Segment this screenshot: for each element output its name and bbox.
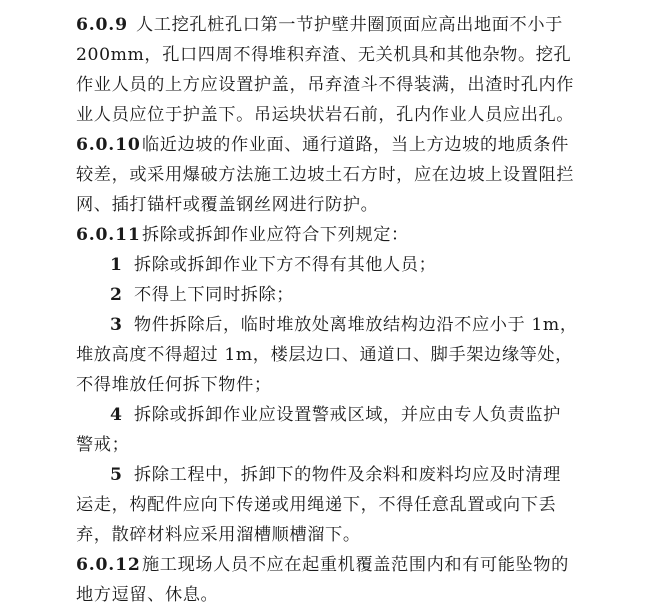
clause-text: 拆除或拆卸作业应符合下列规定： [142, 225, 409, 245]
item-text: 拆除或拆卸作业下方不得有其他人员； [134, 255, 437, 275]
clause-first-line [76, 10, 618, 40]
item-number: 5 [110, 465, 123, 485]
clause-6-0-9 [76, 10, 618, 130]
clause-text-line: 作业人员的上方应设置护盖，吊弃渣斗不得装满，出渣时孔内作 [76, 75, 575, 95]
list-item-3 [76, 310, 618, 340]
item-text-line: 弃，散碎材料应采用溜槽顺槽溜下。 [76, 525, 361, 545]
item-text-line: 运走，构配件应向下传递或用绳递下，不得任意乱置或向下丢 [76, 495, 557, 515]
item-number: 2 [110, 285, 123, 305]
clause-first-line [76, 130, 618, 160]
item-number: 4 [110, 405, 123, 425]
item-text-line: 不得堆放任何拆下物件； [76, 375, 272, 395]
clause-number: 6.0.10 [76, 135, 141, 155]
clause-first-line [76, 220, 618, 250]
list-item-2 [76, 280, 618, 310]
clause-6-0-10 [76, 130, 618, 220]
item-text-line: 警戒； [76, 435, 130, 455]
clause-text-line: 业人员应位于护盖下。吊运块状岩石前，孔内作业人员应出孔。 [76, 105, 575, 125]
list-item-1 [76, 250, 618, 280]
item-number: 3 [110, 315, 123, 335]
clause-number: 6.0.9 [76, 15, 128, 35]
clause-6-0-11 [76, 220, 618, 550]
item-text: 不得上下同时拆除； [134, 285, 295, 305]
list-item-5 [76, 460, 618, 490]
clause-number: 6.0.11 [76, 225, 141, 245]
clause-text: 施工现场人员不应在起重机覆盖范围内和有可能坠物的 [142, 555, 569, 575]
clause-6-0-12 [76, 550, 618, 610]
clause-text-line: 200mm，孔口四周不得堆积弃渣、无关机具和其他杂物。挖孔 [76, 45, 572, 65]
clause-text-line: 网、插打锚杆或覆盖钢丝网进行防护。 [76, 195, 379, 215]
clause-text-line: 较差，或采用爆破方法施工边坡土石方时，应在边坡上设置阻拦 [76, 165, 575, 185]
item-number: 1 [110, 255, 123, 275]
item-text: 拆除或拆卸作业应设置警戒区域，并应由专人负责监护 [134, 405, 561, 425]
clause-first-line [76, 550, 618, 580]
clause-text: 人工挖孔桩孔口第一节护壁井圈顶面应高出地面不小于 [136, 15, 563, 35]
clause-text-line: 地方逗留、休息。 [76, 585, 219, 605]
item-text-line: 堆放高度不得超过 1m，楼层边口、通道口、脚手架边缘等处， [76, 345, 573, 365]
item-text: 拆除工程中，拆卸下的物件及余料和废料均应及时清理 [134, 465, 561, 485]
item-text: 物件拆除后，临时堆放处离堆放结构边沿不应小于 1m， [134, 315, 578, 335]
clause-text: 临近边坡的作业面、通行道路，当上方边坡的地质条件 [142, 135, 569, 155]
list-item-4 [76, 400, 618, 430]
clause-number: 6.0.12 [76, 555, 141, 575]
